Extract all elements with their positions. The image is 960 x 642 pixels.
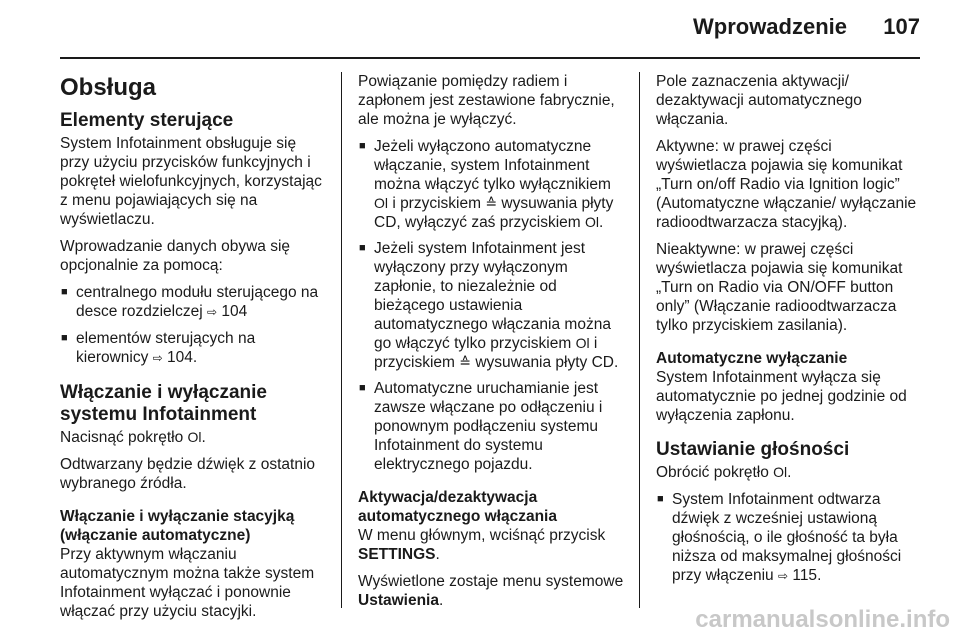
paragraph: W menu głównym, wciśnąć przycisk SETTINGS.	[358, 527, 606, 563]
settings-key-label: SETTINGS	[358, 546, 436, 563]
list-item: ■ Automatyczne uruchamianie jest zawsze włączane po odłączeniu i ponownym podłączeniu systemu Infotainment do systemu elektrycznego pojazdu.	[358, 379, 626, 474]
column-divider-2	[639, 72, 640, 608]
paragraph: Pole zaznaczenia aktywacji/ dezaktywacji automatycznego włączania.	[656, 73, 862, 128]
column-divider-1	[341, 72, 342, 608]
bullet-list	[358, 137, 626, 474]
column-3	[656, 72, 926, 594]
subsection-title: Włączanie i wyłączanie stacyjką (włączanie automatyczne)	[60, 508, 295, 544]
paragraph: Nieaktywne: w prawej części wyświetlacza pojawia się komunikat „Turn on Radio via ON/OFF button only” (Włączanie radioodtwarzacza tylko przyciskiem zasilania).	[656, 241, 903, 334]
subsection-title: Aktywacja/dezaktywacja automatycznego włączania	[358, 489, 557, 525]
list-item: ■ elementów sterujących na kierownicy ⇨ 104.	[60, 329, 328, 368]
paragraph: Przy aktywnym włączaniu automatycznym można także system Infotainment wyłączać i ponownie włączać przy użyciu stacyjki.	[60, 546, 315, 620]
column-1	[60, 72, 328, 629]
section-title-controls: Elementy sterujące	[60, 110, 234, 131]
eject-icon: ≙	[485, 195, 498, 211]
subsection-title: Automatyczne wyłączanie	[656, 350, 848, 367]
chapter-title: Obsługa	[60, 74, 157, 101]
list-item: ■ centralnego modułu sterującego na desce rozdzielczej ⇨ 104	[60, 283, 328, 322]
page-header	[0, 0, 960, 60]
menu-name-label: Ustawienia	[358, 592, 439, 609]
paragraph: Aktywne: w prawej części wyświetlacza pojawia się komunikat „Turn on/off Radio via Ignition logic” (Automatyczne włączanie/ wyłączanie radioodtwarzacza stacyjką).	[656, 138, 917, 231]
header-divider	[60, 57, 920, 59]
page-ref-link[interactable]: 104	[221, 303, 248, 320]
list-item: ■ Jeżeli wyłączono automatyczne włączanie, system Infotainment można włączyć tylko wyłącznikiem Ol i przyciskiem ≙ wysuwania płyty CD, wyłączyć zaś przyciskiem Ol.	[358, 137, 626, 232]
page-ref-link[interactable]: 115	[792, 567, 818, 584]
page-ref-link[interactable]: 104	[167, 349, 193, 366]
page-ref-arrow-icon: ⇨	[152, 351, 163, 365]
page-number: 107	[883, 14, 920, 39]
power-knob-icon: Ol	[773, 464, 788, 480]
paragraph: Powiązanie pomiędzy radiem i zapłonem jest zestawione fabrycznie, ale można je wyłączyć.	[358, 73, 615, 128]
paragraph: Wprowadzanie danych obywa się opcjonalnie za pomocą:	[60, 238, 291, 274]
paragraph: Obrócić pokrętło Ol.	[656, 464, 792, 481]
paragraph: Odtwarzany będzie dźwięk z ostatnio wybranego źródła.	[60, 456, 316, 492]
paragraph: Nacisnąć pokrętło Ol.	[60, 429, 206, 446]
list-item: ■ Jeżeli system Infotainment jest wyłączony przy wyłączonym zapłonie, to niezależnie od bieżącego ustawienia automatycznego włączania można go włączyć tylko przyciskiem Ol i przyciskiem ≙ wysuwania płyty CD.	[358, 239, 626, 372]
page-ref-arrow-icon: ⇨	[777, 569, 789, 583]
paragraph: System Infotainment wyłącza się automatycznie po jednej godzinie od wyłączenia zapłonu.	[656, 369, 907, 424]
section-title-volume: Ustawianie głośności	[656, 439, 850, 460]
eject-icon: ≙	[459, 354, 471, 370]
power-knob-icon: Ol	[374, 195, 388, 211]
section-title-power: Włączanie i wyłączanie systemu Infotainment	[60, 382, 267, 425]
paragraph: Wyświetlone zostaje menu systemowe Ustawienia.	[358, 573, 624, 609]
power-knob-icon: Ol	[187, 429, 202, 445]
power-knob-icon: Ol	[585, 214, 600, 230]
page-ref-arrow-icon: ⇨	[206, 305, 218, 319]
power-knob-icon: Ol	[575, 335, 590, 351]
bullet-list	[60, 283, 328, 368]
column-2	[358, 72, 626, 618]
paragraph: System Infotainment obsługuje się przy użyciu przycisków funkcyjnych i pokręteł wielofunkcyjnych, korzystając z menu pojawiających się na wyświetlaczu.	[60, 135, 322, 228]
bullet-list	[656, 490, 926, 586]
watermark: carmanualsonline.info	[695, 606, 950, 633]
list-item: ■ System Infotainment odtwarza dźwięk z wcześniej ustawioną głośnością, o ile głośność ta była niższa od maksymalnej głośności przy włączeniu ⇨ 115.	[656, 490, 926, 586]
header-title: Wprowadzenie	[692, 14, 847, 39]
